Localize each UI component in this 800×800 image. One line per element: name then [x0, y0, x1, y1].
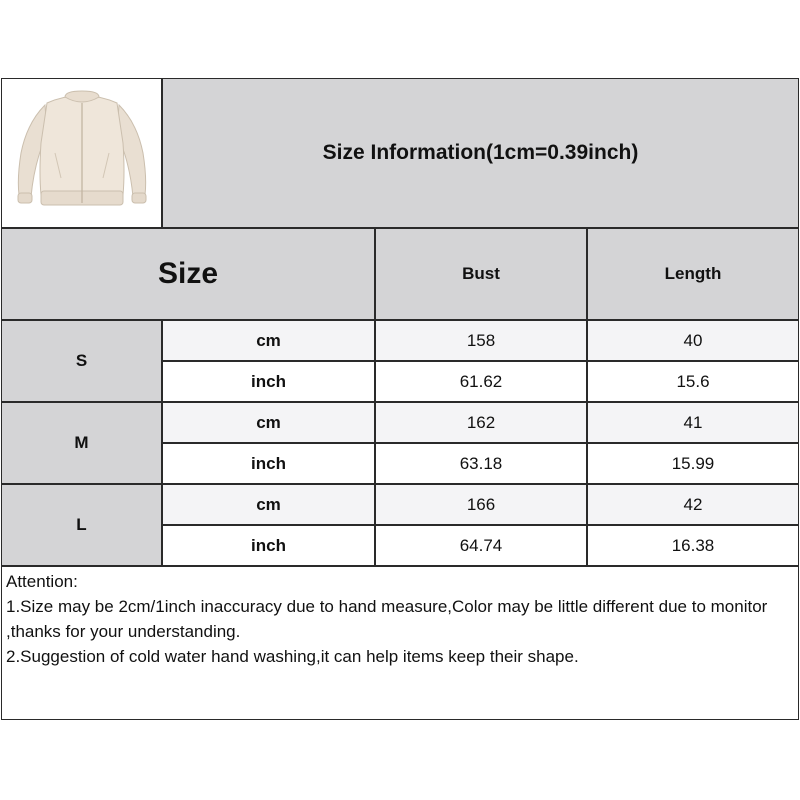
bust-value: 158	[466, 330, 496, 350]
size-label-text: L	[76, 515, 87, 534]
table-row-s-inch-bust	[375, 361, 587, 402]
table-row-m-inch-unit	[162, 443, 375, 484]
table-row-m-cm-bust	[375, 402, 587, 443]
table-row-l-cm-bust	[375, 484, 587, 525]
bust-value: 64.74	[459, 535, 503, 555]
unit-label: cm	[256, 330, 281, 350]
notes-line-2: 2.Suggestion of cold water hand washing,it can help items keep their shape.	[6, 647, 579, 666]
unit-label: inch	[251, 371, 286, 391]
column-header-bust	[375, 228, 587, 320]
table-row-s-inch-unit	[162, 361, 375, 402]
product-image	[1, 78, 162, 228]
size-label-m	[1, 402, 162, 484]
column-header-length-label: Length	[664, 264, 722, 283]
bust-value: 162	[466, 412, 496, 432]
size-label-s	[1, 320, 162, 402]
unit-label: inch	[251, 453, 286, 473]
column-header-length	[587, 228, 799, 320]
size-info-title: Size Information(1cm=0.39inch)	[322, 141, 639, 164]
table-row-l-inch-unit	[162, 525, 375, 566]
length-value: 15.99	[671, 453, 715, 473]
size-label-text: S	[75, 351, 88, 370]
length-value: 41	[683, 412, 703, 432]
table-row-l-inch-bust	[375, 525, 587, 566]
notes-line-1: 1.Size may be 2cm/1inch inaccuracy due to hand measure,Color may be little different due to monitor ,thanks for your understanding.	[6, 597, 768, 641]
length-value: 16.38	[671, 535, 715, 555]
table-row-s-cm-bust	[375, 320, 587, 361]
table-row-m-inch-bust	[375, 443, 587, 484]
table-row-s-cm-unit	[162, 320, 375, 361]
table-row-m-cm-length	[587, 402, 799, 443]
bust-value: 63.18	[459, 453, 503, 473]
bust-value: 166	[466, 494, 496, 514]
cream-bomber-jacket-icon	[7, 83, 157, 223]
length-value: 42	[683, 494, 703, 514]
attention-notes	[1, 566, 799, 720]
size-info-title-cell	[162, 78, 799, 228]
notes-heading: Attention:	[6, 572, 78, 591]
unit-label: cm	[256, 494, 281, 514]
table-row-s-cm-length	[587, 320, 799, 361]
table-row-l-cm-unit	[162, 484, 375, 525]
table-row-l-inch-length	[587, 525, 799, 566]
table-row-s-inch-length	[587, 361, 799, 402]
unit-label: inch	[251, 535, 286, 555]
size-label-text: M	[74, 433, 89, 452]
table-row-l-cm-length	[587, 484, 799, 525]
unit-label: cm	[256, 412, 281, 432]
bust-value: 61.62	[459, 371, 503, 391]
table-row-m-cm-unit	[162, 402, 375, 443]
size-label-l	[1, 484, 162, 566]
length-value: 40	[683, 330, 703, 350]
length-value: 15.6	[676, 371, 710, 391]
column-header-bust-label: Bust	[462, 264, 500, 283]
table-row-m-inch-length	[587, 443, 799, 484]
size-header-cell	[1, 228, 375, 320]
size-header: Size	[157, 257, 219, 290]
